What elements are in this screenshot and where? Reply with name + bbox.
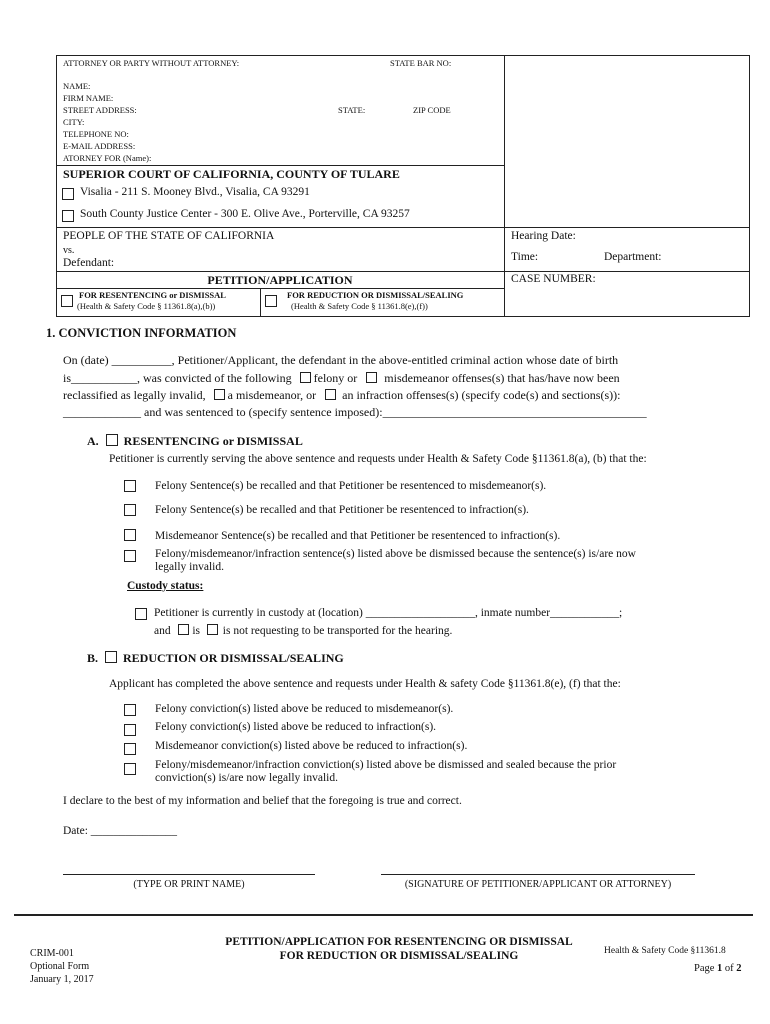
signature-line[interactable] xyxy=(381,874,695,875)
page-of: of xyxy=(722,963,737,974)
signature-label: (SIGNATURE OF PETITIONER/APPLICANT OR ATTORNEY) xyxy=(404,879,672,890)
court-title: SUPERIOR COURT OF CALIFORNIA, COUNTY OF TULARE xyxy=(63,167,400,181)
footer-code: Health & Safety Code §11361.8 xyxy=(604,946,726,956)
option-reduction-code: (Health & Safety Code § 11361.8(e),(f)) xyxy=(291,301,428,311)
print-name-line[interactable] xyxy=(63,874,315,875)
page-prefix: Page xyxy=(694,963,718,974)
custody-line1: Petitioner is currently in custody at (location) ___________________, inmate number____________; xyxy=(154,607,623,619)
option-reduction-title: FOR REDUCTION OR DISMISSAL/SEALING xyxy=(287,290,464,300)
petition-title: PETITION/APPLICATION xyxy=(207,273,353,287)
section-b-title: REDUCTION OR DISMISSAL/SEALING xyxy=(123,651,344,665)
custody-and: and xyxy=(154,625,171,637)
department-label: Department: xyxy=(604,251,662,263)
street-label: STREET ADDRESS: xyxy=(63,105,137,115)
section-a-heading xyxy=(87,434,303,449)
section1-line2 xyxy=(63,371,620,386)
option-resentencing-title: FOR RESENTENCING or DISMISSAL xyxy=(79,290,226,300)
b-item4-cont: conviction(s) is/are now legally invalid. xyxy=(155,772,338,784)
b-item4-checkbox[interactable] xyxy=(124,763,136,775)
section-b-checkbox[interactable] xyxy=(105,651,117,663)
custody-is-not-checkbox[interactable] xyxy=(207,624,218,635)
print-name-label: (TYPE OR PRINT NAME) xyxy=(133,879,245,890)
vs-label: vs. xyxy=(63,245,75,256)
page-indicator xyxy=(694,963,742,974)
section1-line4: _____________ and was sentenced to (specify sentence imposed):____________________________________________ xyxy=(63,405,647,419)
b-item1-checkbox[interactable] xyxy=(124,704,136,716)
a-item2-checkbox[interactable] xyxy=(124,504,136,516)
phone-label: TELEPHONE NO: xyxy=(63,129,129,139)
visalia-location: Visalia - 211 S. Mooney Blvd., Visalia, CA 93291 xyxy=(80,186,310,198)
custody-checkbox[interactable] xyxy=(135,608,147,620)
attorney-label: ATTORNEY OR PARTY WITHOUT ATTORNEY: xyxy=(63,58,240,68)
page-total: 2 xyxy=(736,963,742,974)
option-resentencing-code: (Health & Safety Code § 11361.8(a),(b)) xyxy=(77,301,216,311)
section-a-label: A. xyxy=(87,434,99,448)
b-item3-text: Misdemeanor conviction(s) listed above be reduced to infraction(s). xyxy=(155,740,468,752)
custody-heading: Custody status: xyxy=(127,580,204,592)
reduction-option-checkbox[interactable] xyxy=(265,295,277,307)
a-item4-cont: legally invalid. xyxy=(155,561,224,573)
state-bar-label: STATE BAR NO: xyxy=(390,58,452,68)
date-field[interactable]: Date: _______________ xyxy=(63,825,178,837)
declaration-text: I declare to the best of my information and belief that the foregoing is true and correct. xyxy=(63,795,462,807)
misdemeanor-label: misdemeanor offenses(s) that has/have now been xyxy=(384,371,620,385)
visalia-checkbox[interactable] xyxy=(62,188,74,200)
page-number: 1 xyxy=(717,963,723,974)
time-label: Time: xyxy=(511,251,539,263)
a-item3-text: Misdemeanor Sentence(s) be recalled and that Petitioner be resentenced to infraction(s). xyxy=(155,530,561,542)
misdemeanor-checkbox[interactable] xyxy=(366,372,377,383)
name-label: NAME: xyxy=(63,81,91,91)
a-item2-text: Felony Sentence(s) be recalled and that Petitioner be resentenced to infraction(s). xyxy=(155,504,529,516)
email-label: E-MAIL ADDRESS: xyxy=(63,141,136,151)
state-label: STATE: xyxy=(338,105,366,115)
attorney-for-label: ATORNEY FOR (Name): xyxy=(63,153,152,163)
section-b-label: B. xyxy=(87,651,99,665)
section-a-title: RESENTENCING or DISMISSAL xyxy=(123,434,303,448)
custody-line2 xyxy=(154,624,452,637)
section1-line2-text: is___________, was convicted of the following xyxy=(63,371,292,385)
b-item1-text: Felony conviction(s) listed above be reduced to misdemeanor(s). xyxy=(155,703,454,715)
firm-label: FIRM NAME: xyxy=(63,93,114,103)
reclass-misdemeanor-checkbox[interactable] xyxy=(214,389,225,400)
footer-title-line2: FOR REDUCTION OR DISMISSAL/SEALING xyxy=(279,950,519,962)
people-label: PEOPLE OF THE STATE OF CALIFORNIA xyxy=(63,230,275,242)
custody-is-label: is xyxy=(192,625,201,637)
b-item3-checkbox[interactable] xyxy=(124,743,136,755)
south-county-location: South County Justice Center - 300 E. Olive Ave., Porterville, CA 93257 xyxy=(80,208,410,220)
form-number: CRIM-001 xyxy=(30,948,74,959)
b-item4-text: Felony/misdemeanor/infraction conviction(s) listed above be dismissed and sealed because the prior xyxy=(155,759,617,771)
custody-is-checkbox[interactable] xyxy=(178,624,189,635)
b-item2-text: Felony conviction(s) listed above be reduced to infraction(s). xyxy=(155,721,437,733)
section1-line3-text: reclassified as legally invalid, xyxy=(63,388,206,402)
reclass-infraction-label: an infraction offenses(s) (specify code(s) and sections(s)): xyxy=(342,388,621,402)
footer-title-line1: PETITION/APPLICATION FOR RESENTENCING OR DISMISSAL xyxy=(225,936,573,948)
a-item4-checkbox[interactable] xyxy=(124,550,136,562)
custody-rest: is not requesting to be transported for the hearing. xyxy=(222,625,453,637)
section-a-intro: Petitioner is currently serving the above sentence and requests under Health & Safety Code §11361.8(a), (b) that the: xyxy=(109,453,647,465)
optional-form: Optional Form xyxy=(30,961,90,972)
defendant-label: Defendant: xyxy=(63,257,115,269)
b-item2-checkbox[interactable] xyxy=(124,724,136,736)
a-item4-text: Felony/misdemeanor/infraction sentence(s) listed above be dismissed because the sentence(s) is/are now xyxy=(155,548,636,560)
form-date: January 1, 2017 xyxy=(30,974,94,985)
section1-line3 xyxy=(63,388,620,403)
felony-checkbox[interactable] xyxy=(300,372,311,383)
reclass-misdemeanor-label: a misdemeanor, or xyxy=(227,388,317,402)
section1-heading: 1. CONVICTION INFORMATION xyxy=(46,326,237,340)
hearing-date-label: Hearing Date: xyxy=(511,230,576,242)
section-b-intro: Applicant has completed the above sentence and requests under Health & safety Code §11361.8(e), (f) that the: xyxy=(109,678,621,690)
reclass-infraction-checkbox[interactable] xyxy=(325,389,336,400)
section-a-checkbox[interactable] xyxy=(106,434,118,446)
resentencing-option-checkbox[interactable] xyxy=(61,295,73,307)
section-b-heading xyxy=(87,651,344,666)
a-item1-text: Felony Sentence(s) be recalled and that Petitioner be resentenced to misdemeanor(s). xyxy=(155,480,547,492)
south-county-checkbox[interactable] xyxy=(62,210,74,222)
case-number-label: CASE NUMBER: xyxy=(511,273,596,285)
felony-label: felony or xyxy=(313,371,358,385)
section1-line1: On (date) __________, Petitioner/Applicant, the defendant in the above-entitled criminal action whose date of birth xyxy=(63,353,619,367)
city-label: CITY: xyxy=(63,117,85,127)
zip-label: ZIP CODE xyxy=(413,105,451,115)
a-item1-checkbox[interactable] xyxy=(124,480,136,492)
a-item3-checkbox[interactable] xyxy=(124,529,136,541)
